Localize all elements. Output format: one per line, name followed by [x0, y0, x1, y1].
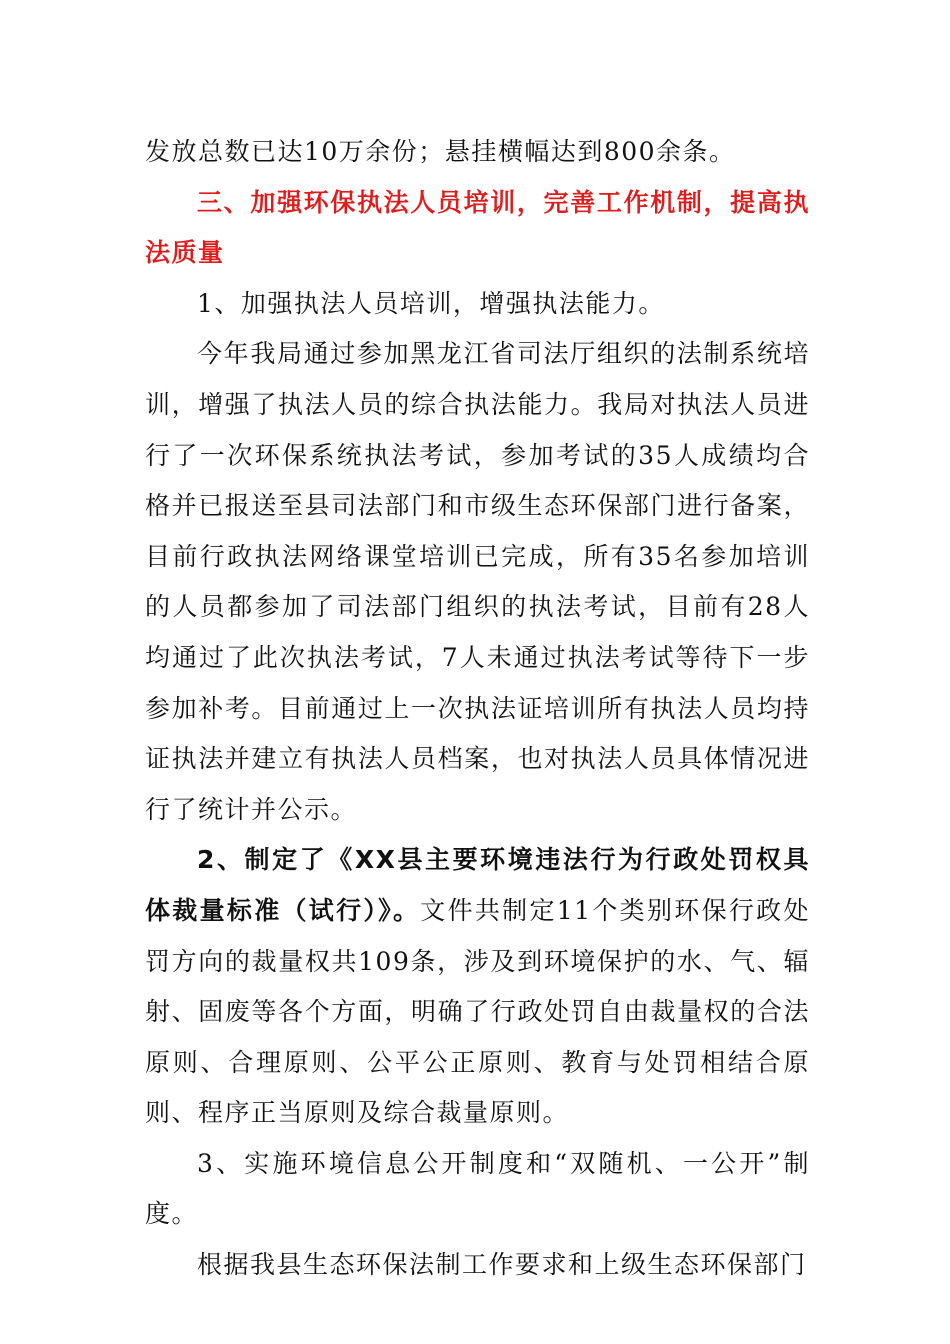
subheading-2: 2、制定了《XX县主要环境违法行为行政处罚权具体裁量标准（试行）》。 — [145, 845, 810, 925]
document-body — [145, 127, 810, 1291]
subheading-1: 1、加强执法人员培训，增强执法能力。 — [197, 288, 665, 318]
paragraph-standards-text: 文件共制定11个类别环保行政处罚方向的裁量权共109条，涉及到环境保护的水、气、辐射、固废等各个方面，明确了行政处罚自由裁量权的合法原则、合理原则、公平公正原则、教育与处罚相结合原则、程序正当原则及综合裁量原则。 — [145, 895, 810, 1128]
subheading-3: 3、实施环境信息公开制度和“双随机、一公开”制度。 — [145, 1148, 810, 1229]
paragraph-disclosure: 根据我县生态环保法制工作要求和上级生态环保部门 — [197, 1250, 807, 1280]
paragraph-training: 今年我局通过参加黑龙江省司法厅组织的法制系统培训，增强了执法人员的综合执法能力。我局对执法人员进行了一次环保系统执法考试，参加考试的35人成绩均合格并已报送至县司法部门和市级生态环保部门进行备案，目前行政执法网络课堂培训已完成，所有35名参加培训的人员都参加了司法部门组织的执法考试，目前有28人均通过了此次执法考试，7人未通过执法考试等待下一步参加补考。目前通过上一次执法证培训所有执法人员均持证执法并建立有执法人员档案，也对执法人员具体情况进行了统计并公示。 — [145, 339, 810, 824]
paragraph-standards — [145, 835, 810, 1139]
section-heading-3: 三、加强环保执法人员培训，完善工作机制，提高执法质量 — [145, 187, 810, 268]
paragraph-continuation: 发放总数已达10万余份；悬挂横幅达到800余条。 — [145, 137, 736, 166]
